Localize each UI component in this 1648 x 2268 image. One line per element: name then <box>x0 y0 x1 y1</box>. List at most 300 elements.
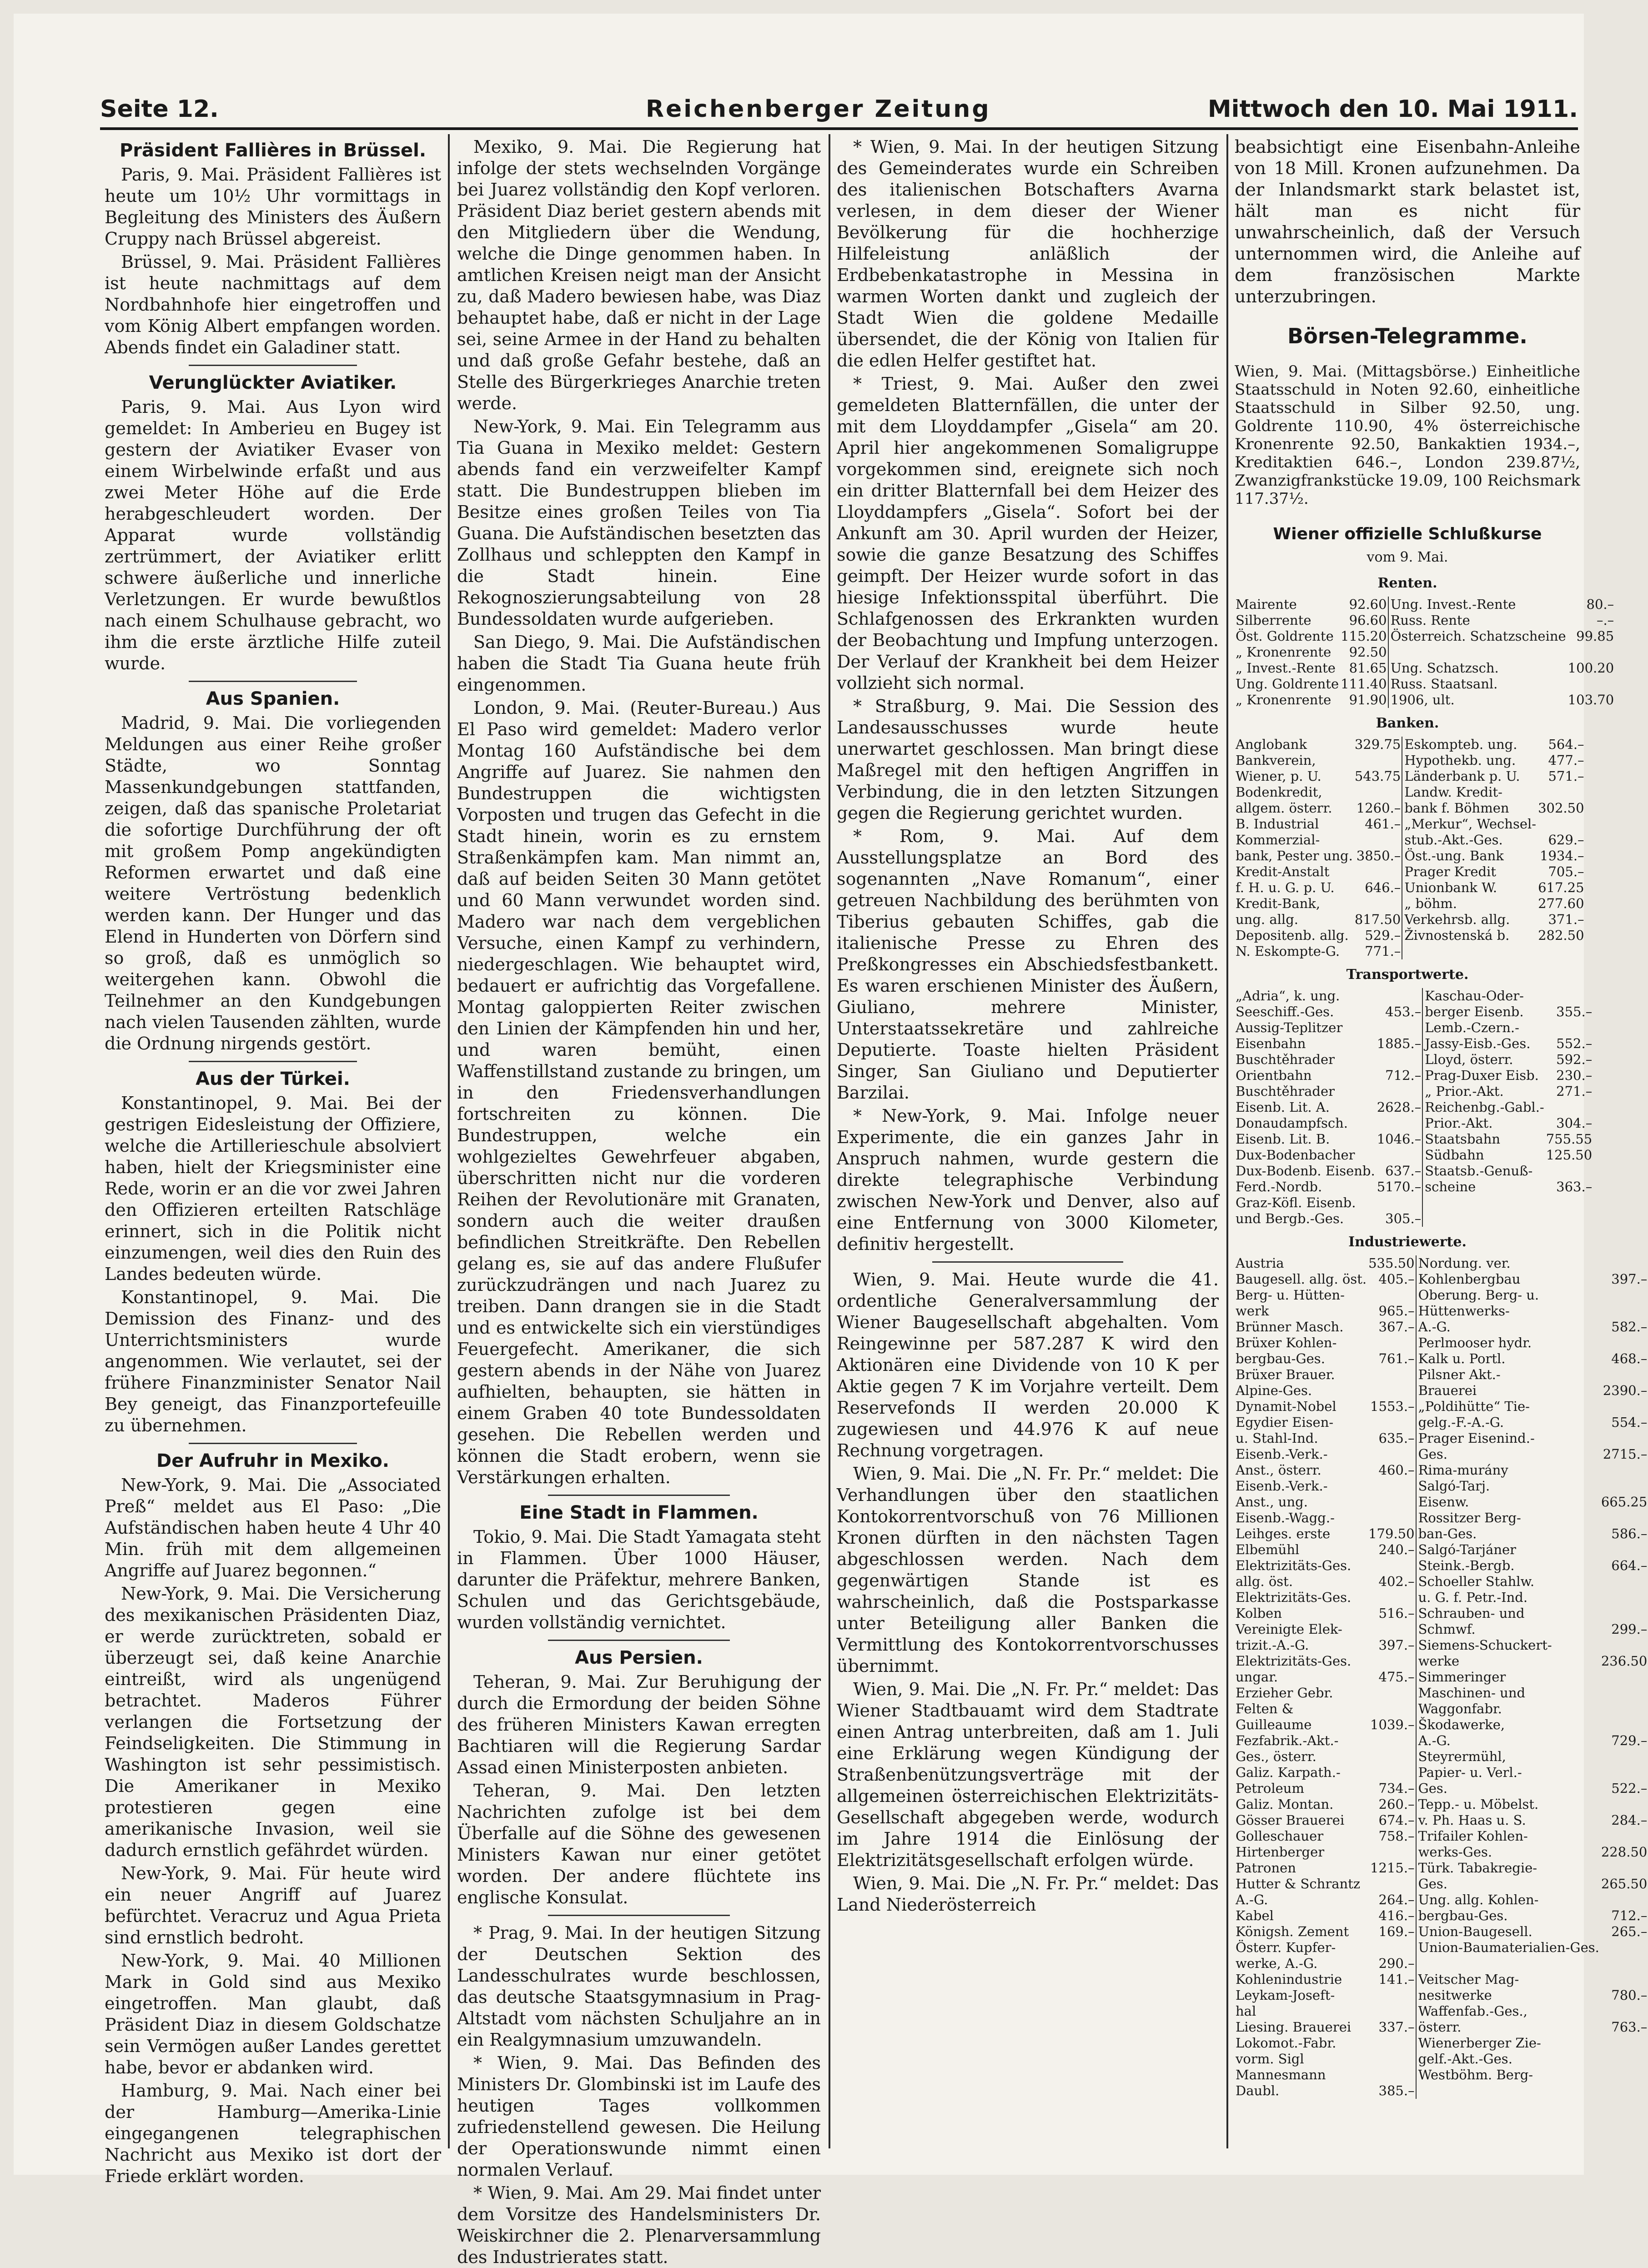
security-name: 1906, ult. <box>1388 692 1567 708</box>
security-name: Gösser Brauerei <box>1236 1812 1345 1828</box>
quote-row <box>1235 864 1585 880</box>
security-price <box>1376 1195 1423 1211</box>
security-name: Škodawerke, <box>1416 1717 1600 1733</box>
quote-row <box>1235 753 1585 768</box>
security-price <box>1367 1494 1416 1510</box>
security-price: 3850.– <box>1356 848 1401 863</box>
article-paragraph: Paris, 9. Mai. Aus Lyon wird gemeldet: In Amberieu en Bugey ist gestern der Aviatiker Evaser von einem Wirbelwinde erfaßt und aus zwei Meter Höhe auf die Erde herabgeschleudert worden. Der Apparat wurde vollständig zertrümmert, der Aviatiker erlitt schwere äußerliche und innerliche Verletzungen. Er wurde bewußtlos nach einem Schulhause gebracht, wo ihm die erste ärztliche Hilfe zuteil wurde. <box>105 397 441 673</box>
article-paragraph: New-York, 9. Mai. Die „Associated Preß“ meldet aus El Paso: „Die Aufständischen haben heute 4 Uhr 40 Min. früh mit dem allgemeinen Angriffe auf Juarez begonnen.“ <box>105 1475 441 1581</box>
security-name: Simmeringer <box>1416 1669 1600 1685</box>
quote-row <box>1235 1494 1648 1510</box>
security-name: Aussig-Teplitzer <box>1236 1020 1343 1035</box>
security-name: „ Invest.-Rente <box>1236 660 1336 676</box>
security-price <box>1367 1844 1416 1860</box>
security-price <box>1367 1653 1416 1669</box>
quote-row <box>1235 1876 1648 1892</box>
security-price: 179.50 <box>1368 1526 1415 1541</box>
security-name: Ferd.-Nordb. <box>1236 1179 1322 1194</box>
article-headline: Aus Persien. <box>575 1647 703 1668</box>
security-price: 758.– <box>1378 1828 1415 1844</box>
quote-row <box>1235 1510 1648 1526</box>
security-name: Golleschauer <box>1236 1828 1324 1844</box>
article-separator <box>548 1915 730 1916</box>
quote-row <box>1235 1956 1648 1972</box>
quote-row <box>1235 1653 1648 1669</box>
security-name: Orientbahn <box>1236 1068 1312 1083</box>
security-price <box>1367 1287 1416 1303</box>
security-price <box>1600 1303 1648 1319</box>
security-price: 99.85 <box>1576 628 1614 644</box>
quote-row <box>1235 1462 1648 1478</box>
security-price: 629.– <box>1548 832 1584 848</box>
quote-row <box>1235 1478 1648 1494</box>
security-name: Vereinigte Elek- <box>1236 1621 1342 1637</box>
quote-row <box>1235 1351 1648 1367</box>
security-price <box>1600 1399 1648 1415</box>
quotes-table <box>1235 737 1585 959</box>
security-name: werk <box>1236 1303 1269 1319</box>
quote-row <box>1235 2035 1648 2051</box>
security-price: 1885.– <box>1377 1036 1422 1051</box>
security-price <box>1600 1510 1648 1526</box>
security-name <box>1388 644 1567 660</box>
security-name: „Adria“, k. ung. <box>1236 988 1340 1004</box>
article-paragraph: * Triest, 9. Mai. Außer den zwei gemeldeten Blatternfällen, die unter der mit dem Lloyddampfer „Gisela“ am 20. April hier angekommenen Somaligruppe vorgekommen sind, ereignete sich noch ein dritter Blatternfall bei dem Heizer des Lloyddampfers „Gisela“. Sofort bei der Ankunft am 30. April wurden der Heizer, sowie die ganze Besatzung des Schiffes geimpft. Der Heizer wurde sofort in das hiesige Infektionsspital überführt. Die Schlafgenossen des Erkrankten wurden der Beobachtung und Impfung unterzogen. Der Verlauf der Krankheit bei dem Heizer vollzieht sich normal. <box>837 374 1219 693</box>
security-price: 169.– <box>1378 1924 1415 1939</box>
security-price: 302.50 <box>1538 800 1584 816</box>
security-name: Bankverein, <box>1236 753 1316 768</box>
security-name: Eisenb.-Wagg.- <box>1236 1510 1335 1525</box>
security-price: 761.– <box>1378 1351 1415 1366</box>
security-price: 385.– <box>1378 2083 1415 2098</box>
quote-row <box>1235 1701 1648 1717</box>
quote-row <box>1235 1606 1648 1621</box>
article-paragraph: Konstantinopel, 9. Mai. Bei der gestrigen Eidesleistung der Offiziere, welche die Artillerieschule absolviert haben, hielt der Kriegsminister eine Rede, worin er an die vor zwei Jahren den Offizieren erteilten Ratschläge erinnert, sich in die Politik nicht einzumengen, weil dies den Ruin des Landes bedeuten würde. <box>105 1093 441 1284</box>
quote-row <box>1235 880 1585 896</box>
security-price <box>1600 1287 1648 1303</box>
news-article <box>105 372 441 674</box>
security-price <box>1367 1558 1416 1574</box>
security-price <box>1545 1211 1593 1227</box>
security-price: 582.– <box>1611 1319 1648 1335</box>
quote-row <box>1235 628 1615 644</box>
quote-row <box>1235 1908 1648 1924</box>
security-price <box>1545 988 1593 1004</box>
security-name: Ges., österr. <box>1236 1749 1316 1764</box>
quote-row <box>1235 1828 1648 1844</box>
quote-row <box>1235 644 1615 660</box>
security-name: allg. öst. <box>1236 1574 1293 1589</box>
quote-row <box>1235 1844 1648 1860</box>
quote-row <box>1235 1303 1648 1319</box>
security-name: Eisenb. Lit. A. <box>1236 1099 1330 1115</box>
quote-row <box>1235 988 1593 1004</box>
security-name: ban-Ges. <box>1416 1526 1600 1542</box>
security-price <box>1567 644 1615 660</box>
security-price <box>1600 1717 1648 1733</box>
security-price: 637.– <box>1385 1163 1422 1179</box>
security-price <box>1600 1590 1648 1606</box>
security-price <box>1367 1940 1416 1956</box>
security-name: Königsh. Zement <box>1236 1924 1349 1939</box>
security-name: Kalk u. Portl. <box>1416 1351 1600 1367</box>
security-price: 763.– <box>1611 2019 1648 2035</box>
security-name: Landw. Kredit- <box>1402 784 1537 800</box>
security-price <box>1600 1701 1648 1717</box>
quote-row <box>1235 1749 1648 1765</box>
security-price: 416.– <box>1378 1908 1415 1923</box>
security-price: 1553.– <box>1370 1399 1415 1414</box>
quotes-section-heading: Industriewerte. <box>1348 1234 1467 1250</box>
security-name: Fezfabrik.-Akt.- <box>1236 1733 1339 1748</box>
security-name: Öst.-ung. Bank <box>1402 848 1537 864</box>
security-price <box>1567 676 1615 692</box>
security-price <box>1545 1195 1593 1211</box>
security-price: 1046.– <box>1377 1131 1422 1147</box>
quote-row <box>1235 1319 1648 1335</box>
exchange-lead: Wien, 9. Mai. (Mittagsbörse.) Einheitliche Staatsschuld in Noten 92.60, einheitliche Staatsschuld in Silber 92.50, ung. Goldrente 110.90, 4% österreichische Kronenrente 92.50, Bankaktien 1934.–, Kreditaktien 646.–, London 239.87½, Zwanzigfrankstücke 19.09, 100 Reichsmark 117.37½. <box>1235 362 1580 508</box>
security-name: Russ. Rente <box>1388 612 1567 628</box>
security-name <box>1422 1195 1545 1211</box>
security-price: 468.– <box>1611 1351 1648 1366</box>
security-price <box>1367 1478 1416 1494</box>
security-name: Brauerei <box>1416 1383 1600 1399</box>
security-price <box>1600 2003 1648 2019</box>
article-paragraph: Paris, 9. Mai. Präsident Fallières ist heute um 10½ Uhr vormittags in Begleitung des Ministers des Äußern Cruppy nach Brüssel abgereist. <box>105 165 441 249</box>
security-price <box>1367 1701 1416 1717</box>
quote-row <box>1235 1717 1648 1733</box>
security-price: 664.– <box>1611 1558 1648 1573</box>
security-price: 1039.– <box>1370 1717 1415 1732</box>
security-price <box>1354 784 1402 800</box>
news-article <box>457 1502 821 1633</box>
article-paragraph: Brüssel, 9. Mai. Präsident Fallières ist heute nachmittags auf dem Nordbahnhofe hier eingetroffen und vom König Albert empfangen worden. Abends findet ein Galadiner statt. <box>105 252 441 357</box>
security-price <box>1600 1335 1648 1351</box>
security-price <box>1600 1462 1648 1478</box>
security-price <box>1600 2035 1648 2051</box>
security-price: 516.– <box>1378 1606 1415 1621</box>
security-name: Eisenb.-Verk.- <box>1236 1446 1328 1462</box>
security-name: Galiz. Montan. <box>1236 1796 1334 1812</box>
security-name <box>1416 1956 1600 1972</box>
security-name: und Bergb.-Ges. <box>1236 1211 1344 1226</box>
security-price: 271.– <box>1556 1084 1593 1099</box>
quotes-table <box>1235 597 1615 708</box>
security-name: „ Kronenrente <box>1236 644 1331 660</box>
quotes-table <box>1235 988 1593 1227</box>
quote-row <box>1235 768 1585 784</box>
security-name: Öst. Goldrente <box>1236 628 1334 644</box>
security-name: Kabel <box>1236 1908 1274 1923</box>
quotes-section-heading: Renten. <box>1377 575 1437 591</box>
security-name: berger Eisenb. <box>1422 1004 1545 1020</box>
security-price <box>1600 1765 1648 1781</box>
security-name: Erzieher Gebr. <box>1236 1685 1333 1701</box>
security-name: Ung. Schatzsch. <box>1388 660 1567 676</box>
security-name: Donaudampfsch. <box>1236 1115 1348 1131</box>
security-name: Silberrente <box>1236 612 1311 628</box>
security-price <box>1537 784 1585 800</box>
security-price <box>1367 1987 1416 2003</box>
security-price: 260.– <box>1378 1796 1415 1812</box>
security-name: Wiener, p. U. <box>1236 768 1321 784</box>
quote-row <box>1235 800 1585 816</box>
column-4 <box>1235 136 1648 2146</box>
quote-row <box>1235 1892 1648 1908</box>
security-name: Schmwf. <box>1416 1621 1600 1637</box>
quote-row <box>1235 597 1615 612</box>
security-name: Veitscher Mag- <box>1416 1972 1600 1987</box>
security-price <box>1367 2035 1416 2051</box>
security-name: Rima-murány <box>1416 1462 1600 1478</box>
security-price <box>1376 1147 1423 1163</box>
security-name: Waggonfabr. <box>1416 1701 1600 1717</box>
security-name: Nordung. ver. <box>1416 1255 1600 1271</box>
security-price <box>1367 2003 1416 2019</box>
security-name: ung. allg. <box>1236 912 1298 927</box>
security-price: 635.– <box>1378 1430 1415 1446</box>
security-price <box>1354 832 1402 848</box>
security-price: 586.– <box>1611 1526 1648 1541</box>
quote-row <box>1235 737 1585 753</box>
masthead: Reichenberger Zeitung <box>646 95 991 123</box>
security-name: Lokomot.-Fabr. <box>1236 2035 1336 2051</box>
security-name: A.-G. <box>1416 1319 1600 1335</box>
security-price: 363.– <box>1556 1179 1593 1194</box>
quote-row <box>1235 1367 1648 1383</box>
quote-row <box>1235 1287 1648 1303</box>
security-price: 284.– <box>1611 1812 1648 1828</box>
quote-row <box>1235 676 1615 692</box>
news-article <box>105 688 441 1054</box>
security-name: Eisenb. Lit. B. <box>1236 1131 1330 1147</box>
security-name: Trifailer Kohlen- <box>1416 1828 1600 1844</box>
security-name: Eisenw. <box>1416 1494 1600 1510</box>
security-price: 92.60 <box>1349 597 1387 612</box>
quote-row <box>1235 1621 1648 1637</box>
column-1 <box>105 136 441 2186</box>
security-name: Brünner Masch. <box>1236 1319 1344 1335</box>
security-name <box>1422 1211 1545 1227</box>
security-name: Kommerzial- <box>1236 832 1320 848</box>
security-name: bank, Pester ung. <box>1236 848 1353 863</box>
quote-row <box>1235 848 1585 864</box>
security-name: Elbemühl <box>1236 1542 1300 1557</box>
article-headline: Der Aufruhr in Mexiko. <box>156 1450 389 1471</box>
quote-row <box>1235 1526 1648 1542</box>
article-paragraph: New-York, 9. Mai. Für heute wird ein neuer Angriff auf Juarez befürchtet. Veracruz und Agua Prieta sind ernstlich bedroht. <box>105 1863 441 1947</box>
article-paragraph: London, 9. Mai. (Reuter-Bureau.) Aus El Paso wird gemeldet: Madero verlor Montag 160 Aufständische bei dem Angriffe auf Juarez. Sie nahmen den Bundestruppen die wichtigsten Vorposten und trugen das Gefecht in die Stadt hinein, worin es zu ernstem Straßenkämpfen kam. Man nimmt an, daß auf beiden Seiten 30 Mann getötet und 60 Mann verwundet worden sind. Madero war nach dem vergeblichen Versuche, einen Kampf zu verhindern, niedergeschlagen. Wie behauptet wird, bedauert er aufrichtig das Vorgefallene. Montag galoppierten Reiter zwischen den Linien der Kämpfenden hin und her, und waren bemüht, einen Waffenstillstand zustande zu bringen, um in den Friedensverhandlungen fortschreiten zu können. Die Bundestruppen, welche ein wohlgezieltes Gewehrfeuer abgaben, überschritten nicht nur die vorderen Reihen der Revolutionäre mit Granaten, sondern auch die weiter draußen befindlichen Streitkräfte. Den Rebellen gelang es, sie auf das andere Flußufer zurückzudrängen und nach Juarez zu treiben. Dann drangen sie in die Stadt und es entwickelte sich ein vierstündiges Feuergefecht. Amerikaner, die sich gestern abends in der Nähe von Juarez aufhielten, behaupten, sie hätten in einem Graben 40 tote Bundessoldaten gesehen. Die Rebellen werden und können die Stadt erobern, wenn sie Verstärkungen erhalten. <box>457 698 821 1487</box>
security-name: stub.-Akt.-Ges. <box>1402 832 1537 848</box>
quote-row <box>1235 1335 1648 1351</box>
security-name: Hirtenberger <box>1236 1844 1325 1860</box>
security-price: 265.50 <box>1601 1876 1648 1892</box>
security-price: 705.– <box>1548 864 1584 879</box>
security-price <box>1600 1669 1648 1685</box>
security-price <box>1367 1446 1416 1462</box>
security-name: Bodenkredit, <box>1236 784 1322 800</box>
quotes-table <box>1235 1255 1648 2099</box>
stock-exchange-section <box>1235 324 1648 2099</box>
security-name: Anst., österr. <box>1236 1462 1321 1478</box>
quote-row <box>1235 1399 1648 1415</box>
security-name: Ung. Invest.-Rente <box>1388 597 1567 612</box>
quote-row <box>1235 1940 1648 1956</box>
security-price <box>1600 1685 1648 1701</box>
page-header <box>100 82 1578 130</box>
article-paragraph: * Prag, 9. Mai. In der heutigen Sitzung der Deutschen Sektion des Landesschulrates wurde beschlossen, das deutsche Staatsgymnasium in Prag-Altstadt vom nächsten Schuljahre an in ein Realgymnasium umzuwandeln. <box>457 1923 821 2050</box>
security-price: 592.– <box>1556 1052 1593 1067</box>
security-name: allgem. österr. <box>1236 800 1332 816</box>
security-name: Schoeller Stahlw. <box>1416 1574 1600 1590</box>
security-name: Hypothekb. ung. <box>1402 753 1537 768</box>
security-name: Eisenbahn <box>1236 1036 1306 1051</box>
article-paragraph: New-York, 9. Mai. Die Versicherung des mexikanischen Präsidenten Diaz, er werde zurücktreten, sobald er überzeugt sei, daß keine Anarchie eintreißt, wird als ungenügend betrachtet. Maderos Führer verlangen die Fortsetzung der Feindseligkeiten. Die Stimmung in Washington ist sehr pessimistisch. Die Amerikaner in Mexiko protestieren gegen eine amerikanische Invasion, weil sie dadurch ernstlich gefährdet würden. <box>105 1584 441 1860</box>
security-price <box>1367 1415 1416 1430</box>
article-paragraph: Hamburg, 9. Mai. Nach einer bei der Hamburg—Amerika-Linie eingegangenen telegraphischen Nachricht aus Mexiko ist dort der Friede erklärt worden. <box>105 2081 441 2186</box>
security-price: –.– <box>1596 612 1614 628</box>
quote-row <box>1235 1052 1593 1068</box>
security-price: 290.– <box>1378 1956 1415 1971</box>
article-separator <box>548 1640 730 1641</box>
quote-row <box>1235 1271 1648 1287</box>
quote-row <box>1235 1669 1648 1685</box>
security-name: N. Eskompte-G. <box>1236 943 1340 959</box>
article-headline: Verunglückter Aviatiker. <box>149 372 397 393</box>
security-price: 522.– <box>1611 1781 1648 1796</box>
security-name: bank f. Böhmen <box>1402 800 1537 816</box>
security-name: Kolben <box>1236 1606 1282 1621</box>
security-name: Türk. Tabakregie- <box>1416 1860 1600 1876</box>
quote-row <box>1235 1733 1648 1749</box>
security-price <box>1600 1828 1648 1844</box>
article-paragraph: Mexiko, 9. Mai. Die Regierung hat infolge der stets wechselnden Vorgänge bei Juarez vollständig den Kopf verloren. Präsident Diaz beriet gestern abends mit den Mitgliedern über die Wendung, welche die Dinge genommen haben. In amtlichen Kreisen neigt man der Ansicht zu, daß Madero bewiesen habe, was Diaz behauptet habe, daß er nicht in der Lage sei, seine Armee in der Hand zu behalten und daß große Gefahr bestehe, daß an Stelle des Bürgerkrieges Anarchie treten werde. <box>457 137 821 413</box>
security-price: 712.– <box>1385 1068 1422 1083</box>
security-name: Union-Baumaterialien-Ges. <box>1416 1940 1600 1956</box>
security-name: Reichenbg.-Gabl.- <box>1422 1099 1545 1115</box>
security-price <box>1600 2083 1648 2099</box>
quote-row <box>1235 2019 1648 2035</box>
security-price: 141.– <box>1378 1972 1415 1987</box>
security-price: 1215.– <box>1370 1860 1415 1876</box>
article-paragraph: New-York, 9. Mai. Ein Telegramm aus Tia Guana in Mexiko meldet: Gestern abends fand ein verzweifelter Kampf statt. Die Bundestruppen blieben im Besitze eines großen Teiles von Tia Guana. Die Aufständischen besetzten das Zollhaus und schleppten den Kampf in die Stadt hinein. Eine Rekognoszierungsabteilung von 28 Bundessoldaten wurde aufgerieben. <box>457 416 821 629</box>
quote-row <box>1235 1796 1648 1812</box>
security-price: 405.– <box>1378 1271 1415 1287</box>
security-name: Dynamit-Nobel <box>1236 1399 1336 1414</box>
security-price: 80.– <box>1586 597 1614 612</box>
quote-row <box>1235 2051 1648 2067</box>
quote-row <box>1235 1068 1593 1084</box>
quote-row <box>1235 816 1585 832</box>
security-name: Patronen <box>1236 1860 1296 1876</box>
security-name: Tepp.- u. Möbelst. <box>1416 1796 1600 1812</box>
security-name: Dux-Bodenbacher <box>1236 1147 1355 1163</box>
article-paragraph: * Wien, 9. Mai. Das Befinden des Ministers Dr. Glombinski ist im Laufe des heutigen Tages vollkommen zufriedenstellend gewesen. Die Heilung der Operationswunde nimmt einen normalen Verlauf. <box>457 2053 821 2180</box>
security-price: 240.– <box>1378 1542 1415 1557</box>
security-price: 111.40 <box>1341 676 1387 692</box>
quote-row <box>1235 2067 1648 2083</box>
security-price: 1934.– <box>1540 848 1584 863</box>
column-3 <box>837 136 1219 2146</box>
security-name: Maschinen- und <box>1416 1685 1600 1701</box>
security-name: Ges. <box>1416 1781 1600 1796</box>
security-name: A.-G. <box>1236 1892 1268 1907</box>
security-price: 535.50 <box>1368 1255 1415 1271</box>
quote-row <box>1235 928 1585 943</box>
security-name: „Merkur“, Wechsel- <box>1402 816 1537 832</box>
security-price <box>1367 2051 1416 2067</box>
security-price <box>1367 1733 1416 1749</box>
security-price: 228.50 <box>1601 1844 1648 1860</box>
security-name: Ges. <box>1416 1446 1600 1462</box>
security-price: 460.– <box>1378 1462 1415 1478</box>
security-name: Pilsner Akt.- <box>1416 1367 1600 1383</box>
security-name: Felten & <box>1236 1701 1294 1716</box>
security-name: Daubl. <box>1236 2083 1280 2098</box>
security-name: Waffenfab.-Ges., <box>1416 2003 1600 2019</box>
security-name: Ges. <box>1416 1876 1600 1892</box>
security-price <box>1545 1020 1593 1036</box>
security-price: 299.– <box>1611 1621 1648 1637</box>
security-name: Brüxer Kohlen- <box>1236 1335 1337 1350</box>
quote-row <box>1235 1860 1648 1876</box>
security-price: 96.60 <box>1349 612 1387 628</box>
security-price <box>1600 1956 1648 1972</box>
security-name: Seeschiff.-Ges. <box>1236 1004 1334 1019</box>
article-paragraph: Tokio, 9. Mai. Die Stadt Yamagata steht in Flammen. Über 1000 Häuser, darunter die Präfektur, mehrere Banken, Schulen und das Gerichtsgebäude, wurden vollständig vernichtet. <box>457 1527 821 1632</box>
quote-row <box>1235 1637 1648 1653</box>
security-name: „ Kronenrente <box>1236 692 1331 707</box>
security-price <box>1376 1084 1423 1099</box>
quote-row <box>1235 1542 1648 1558</box>
article-separator <box>189 681 357 682</box>
security-name: „ Prior.-Akt. <box>1422 1084 1545 1099</box>
security-name: Staatsb.-Genuß- <box>1422 1163 1545 1179</box>
security-name: Hüttenwerks- <box>1416 1303 1600 1319</box>
security-name: Alpine-Ges. <box>1236 1383 1312 1398</box>
quote-row <box>1235 692 1615 708</box>
article-paragraph: Konstantinopel, 9. Mai. Die Demission des Finanz- und des Unterrichtsministers wurde angenommen. Wie verlautet, sei der frühere Finanzminister Senator Nail Bey geneigt, das Finanzportefeuille zu übernehmen. <box>105 1287 441 1435</box>
security-price: 571.– <box>1548 768 1584 784</box>
security-name: Lloyd, österr. <box>1422 1052 1545 1068</box>
article-continuation <box>1235 136 1580 307</box>
security-price <box>1367 1590 1416 1606</box>
security-name: Anglobank <box>1236 737 1307 752</box>
security-price: 617.25 <box>1538 880 1584 895</box>
security-price: 367.– <box>1378 1319 1415 1335</box>
security-name: Živnostenská b. <box>1402 928 1537 943</box>
article-paragraph: beabsichtigt eine Eisenbahn-Anleihe von 18 Mill. Kronen aufzunehmen. Da der Inlandsmarkt stark belastet ist, hält man es nicht für unwahrscheinlich, daß der Versuch unternommen wird, die Anleihe auf dem französischen Markte unterzubringen. <box>1235 137 1580 306</box>
security-price <box>1376 988 1423 1004</box>
column-rule <box>448 134 450 2148</box>
quote-row <box>1235 1084 1593 1099</box>
article-separator <box>189 365 357 366</box>
security-name: „ böhm. <box>1402 896 1537 912</box>
security-price: 329.75 <box>1354 737 1401 752</box>
security-name: Prager Kredit <box>1402 864 1537 880</box>
article-separator <box>189 1061 357 1062</box>
security-name: Mairente <box>1236 597 1297 612</box>
security-name <box>1416 2083 1600 2099</box>
quote-row <box>1235 1036 1593 1052</box>
security-price: 282.50 <box>1538 928 1584 943</box>
security-price <box>1600 1637 1648 1653</box>
security-price: 81.65 <box>1349 660 1387 676</box>
security-name: Eskompteb. ung. <box>1402 737 1537 753</box>
news-article <box>837 136 1219 1255</box>
column-rule <box>829 134 830 2148</box>
security-name: Perlmooser hydr. <box>1416 1335 1600 1351</box>
